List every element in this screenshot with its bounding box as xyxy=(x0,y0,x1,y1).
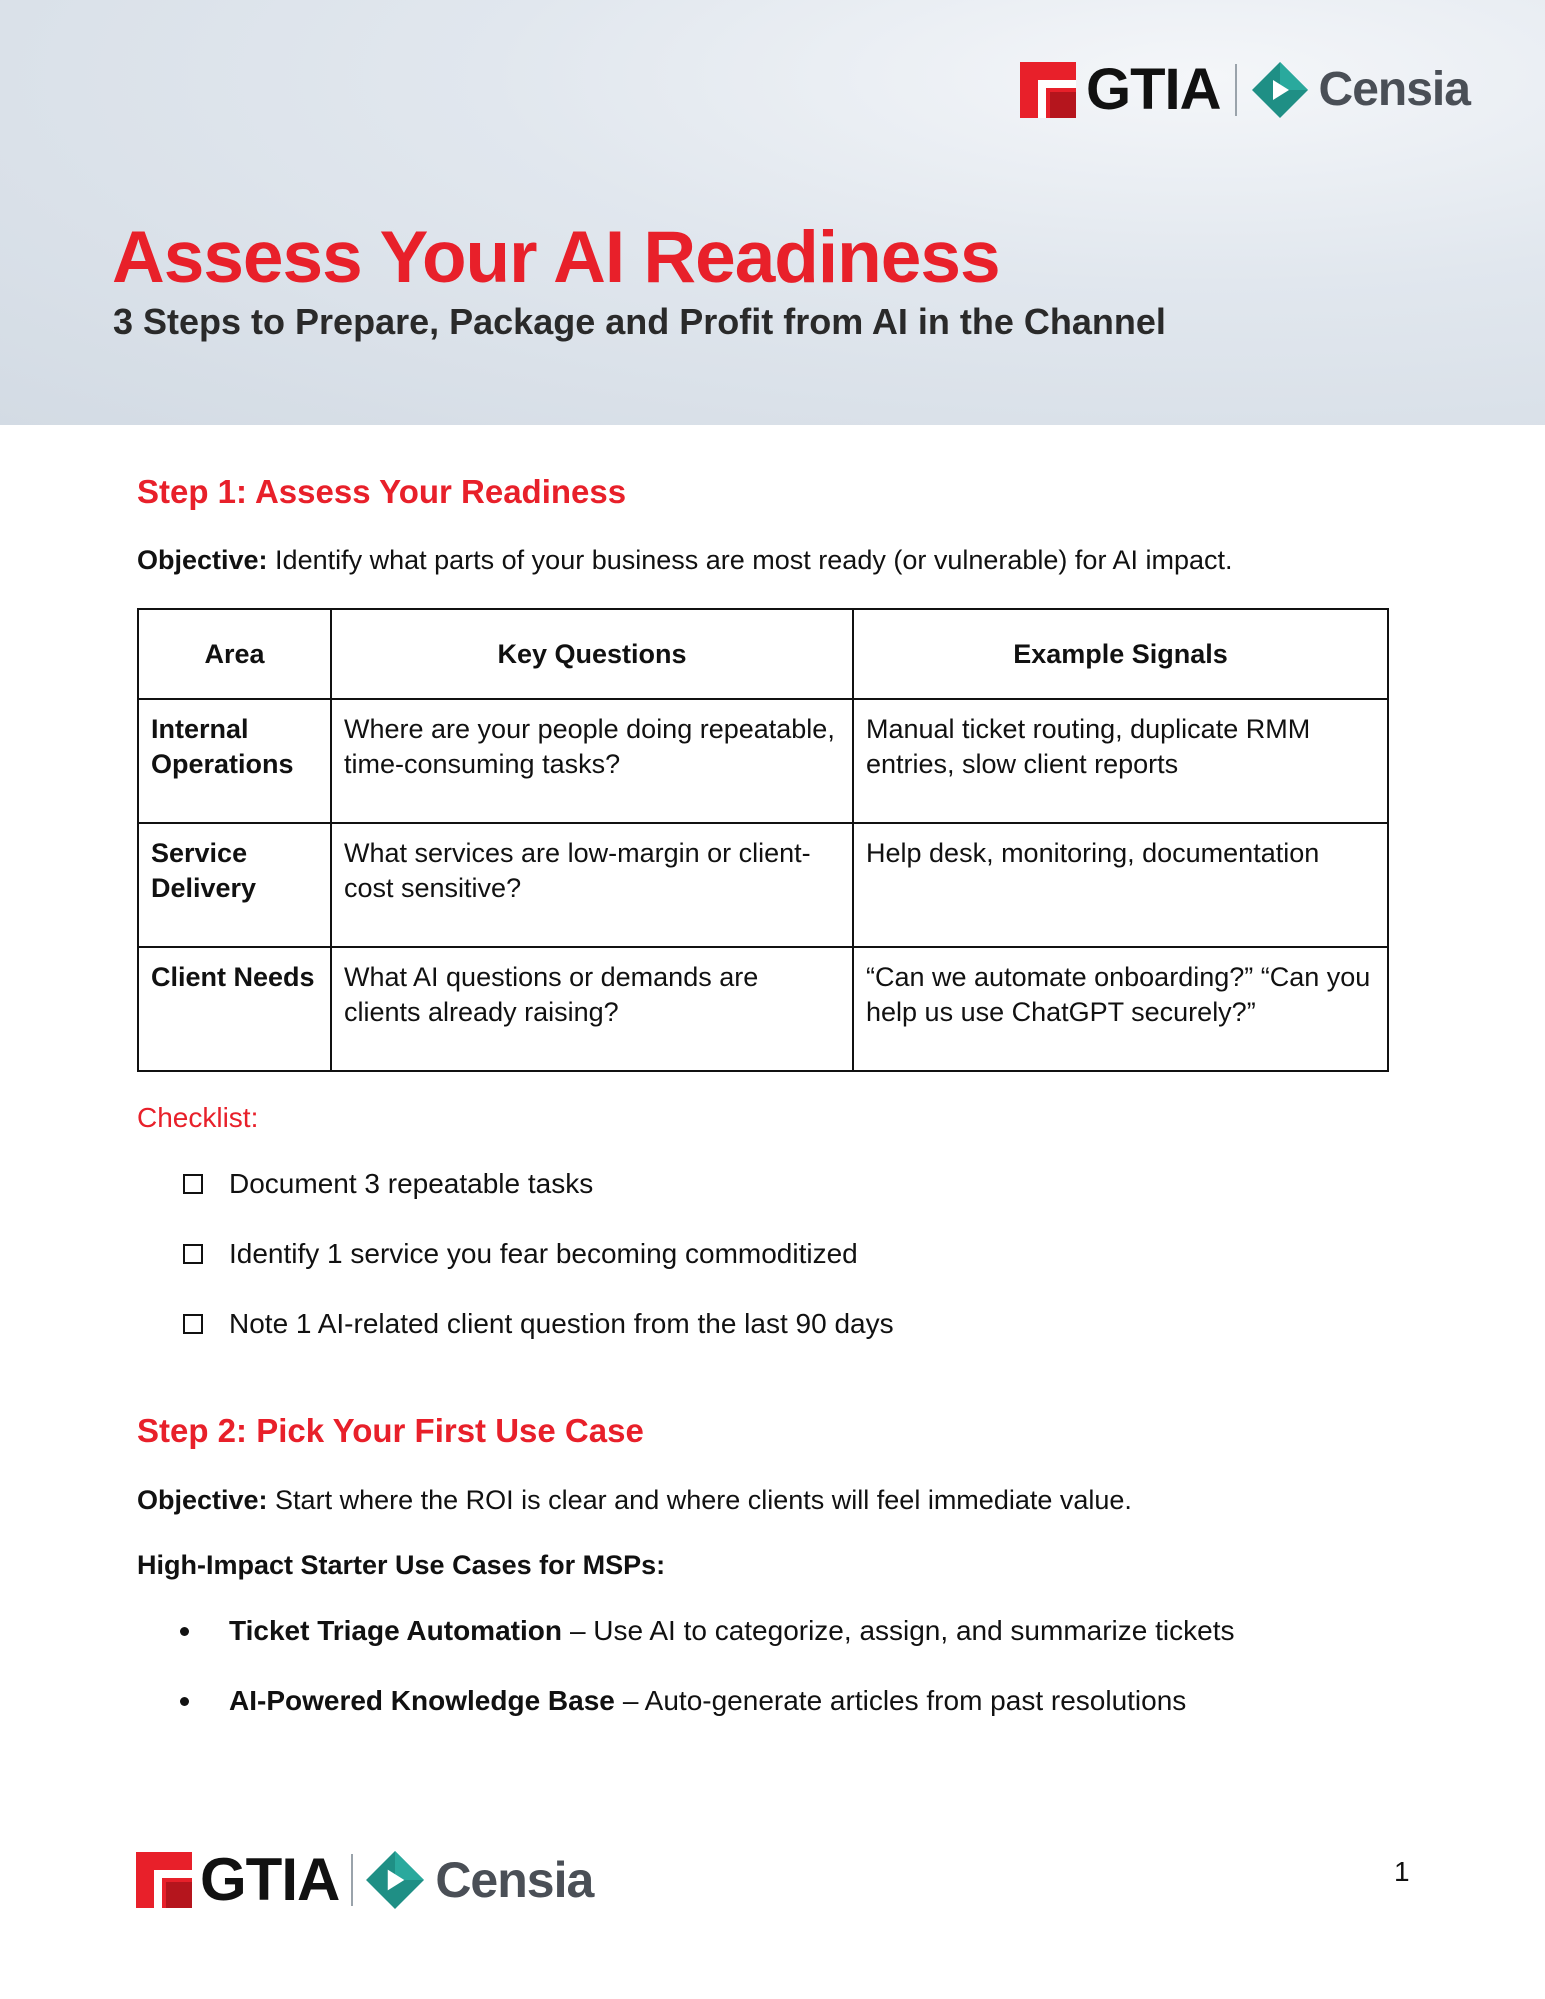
use-case-name: AI-Powered Knowledge Base xyxy=(229,1685,615,1716)
checklist-item[interactable] xyxy=(183,1236,858,1272)
page-subtitle: 3 Steps to Prepare, Package and Profit from AI in the Channel xyxy=(113,301,1166,342)
censia-logo-icon xyxy=(1251,61,1309,119)
bullet-icon xyxy=(180,1697,189,1706)
checklist-item-label: Note 1 AI-related client question from the last 90 days xyxy=(229,1308,894,1339)
checklist-item[interactable] xyxy=(183,1166,593,1202)
signals-cell: Manual ticket routing, duplicate RMM entries, slow client reports xyxy=(853,699,1388,823)
step1-objective xyxy=(137,543,1232,577)
logo-divider xyxy=(351,1854,353,1906)
page-title: Assess Your AI Readiness xyxy=(112,217,1000,298)
gtia-wordmark: GTIA xyxy=(200,1846,340,1913)
checklist-item-label: Identify 1 service you fear becoming commoditized xyxy=(229,1238,858,1269)
checkbox-icon[interactable] xyxy=(183,1314,203,1334)
gtia-logo-icon xyxy=(1020,62,1076,118)
area-cell: Service Delivery xyxy=(138,823,331,947)
signals-cell: Help desk, monitoring, documentation xyxy=(853,823,1388,947)
checkbox-icon[interactable] xyxy=(183,1244,203,1264)
brand-logo-top xyxy=(1020,57,1470,122)
table-header-row xyxy=(138,609,1388,699)
brand-logo-footer xyxy=(136,1846,594,1913)
checklist-label: Checklist: xyxy=(137,1102,259,1133)
censia-wordmark: Censia xyxy=(435,1852,594,1908)
step2-heading: Step 2: Pick Your First Use Case xyxy=(137,1412,644,1449)
objective-label: Objective: xyxy=(137,1485,268,1515)
objective-text: Start where the ROI is clear and where clients will feel immediate value. xyxy=(267,1485,1132,1515)
area-cell: Client Needs xyxy=(138,947,331,1071)
table-row xyxy=(138,823,1388,947)
checklist-item[interactable] xyxy=(183,1306,894,1342)
gtia-wordmark: GTIA xyxy=(1086,57,1221,122)
step2-objective xyxy=(137,1483,1132,1517)
step1-heading: Step 1: Assess Your Readiness xyxy=(137,473,627,510)
use-case-desc: – Use AI to categorize, assign, and summarize tickets xyxy=(569,1615,1235,1646)
logo-divider xyxy=(1235,64,1237,116)
censia-logo-icon xyxy=(365,1850,425,1910)
question-cell: Where are your people doing repeatable, time-consuming tasks? xyxy=(331,699,853,823)
column-header: Key Questions xyxy=(331,609,853,699)
question-cell: What services are low-margin or client-cost sensitive? xyxy=(331,823,853,947)
use-case-item xyxy=(180,1683,1186,1719)
table-row xyxy=(138,699,1388,823)
checklist-item-label: Document 3 repeatable tasks xyxy=(229,1168,594,1199)
column-header: Area xyxy=(138,609,331,699)
gtia-logo-icon xyxy=(136,1852,192,1908)
area-cell: Internal Operations xyxy=(138,699,331,823)
page-number: 1 xyxy=(1394,1856,1410,1887)
use-case-name: Ticket Triage Automation xyxy=(229,1615,562,1646)
use-cases-heading: High-Impact Starter Use Cases for MSPs: xyxy=(137,1550,666,1580)
signals-cell: “Can we automate onboarding?” “Can you help us use ChatGPT securely?” xyxy=(853,947,1388,1071)
table-row xyxy=(138,947,1388,1071)
objective-label: Objective: xyxy=(137,545,268,575)
objective-text: Identify what parts of your business are most ready (or vulnerable) for AI impact. xyxy=(267,545,1233,575)
bullet-icon xyxy=(180,1627,189,1636)
checkbox-icon[interactable] xyxy=(183,1174,203,1194)
use-case-desc: – Auto-generate articles from past resolutions xyxy=(622,1685,1187,1716)
readiness-table xyxy=(137,608,1389,1072)
question-cell: What AI questions or demands are clients already raising? xyxy=(331,947,853,1071)
censia-wordmark: Censia xyxy=(1318,63,1470,116)
use-case-item xyxy=(180,1613,1234,1649)
column-header: Example Signals xyxy=(853,609,1388,699)
